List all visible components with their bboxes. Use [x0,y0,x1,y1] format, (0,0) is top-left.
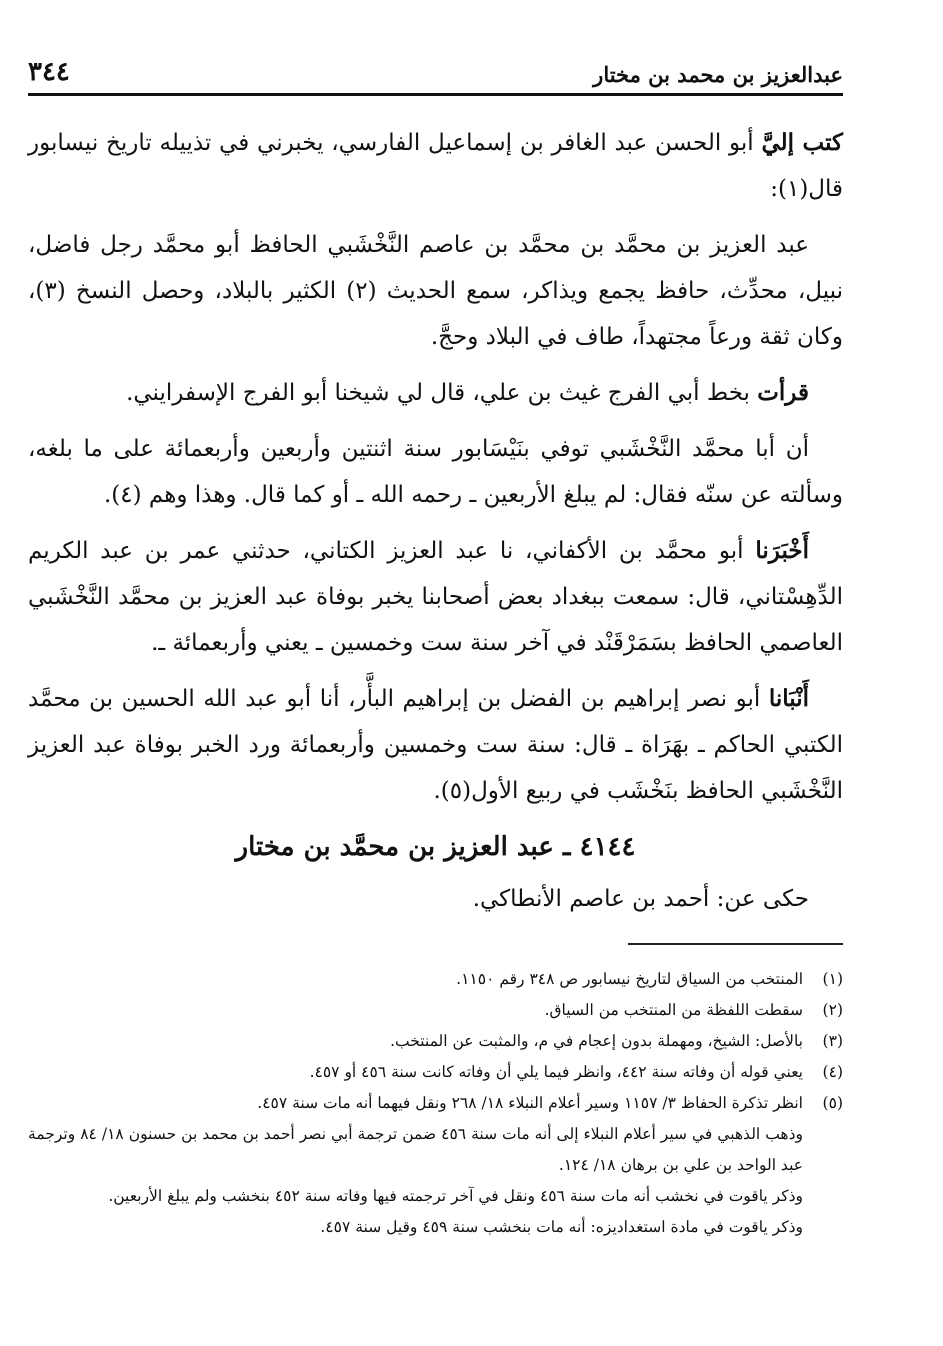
paragraph [28,676,843,814]
footnotes [28,964,843,1243]
paragraph [28,370,843,416]
footnote-text: بالأصل: الشيخ، ومهملة بدون إعجام في م، والمثبت عن المنتخب. [390,1032,803,1050]
paragraph-text: عبد العزيز بن محمَّد بن محمَّد بن عاصم النَّخْشَبي الحافظ أبو محمَّد رجل فاضل، نبيل، محدِّث، حافظ يجمع ويذاكر، سمع الحديث (٢) الكثير بالبلاد، وحصل النسخ (٣)، وكان ثقة ورعاً مجتهداً، طاف في البلاد وحجَّ. [28,232,844,350]
paragraph-lead: أَخْبَرَنا [755,537,809,564]
page-header [28,50,843,96]
paragraph [28,222,843,360]
paragraph-text: أن أبا محمَّد النَّخْشَبي توفي بنَيْسَابور سنة اثنتين وأربعين وأربعمائة على ما بلغه، وسألته عن سنّه فقال: لم يبلغ الأربعين ـ رحمه الله ـ أو كما قال. وهذا وهم (٤). [28,436,843,508]
page-number: ٣٤٤ [28,57,70,87]
footnote-number: (١) [822,970,843,988]
footnote [28,1088,843,1119]
footnote-continuation: وذكر ياقوت في مادة استغداديزه: أنه مات بنخشب سنة ٤٥٩ وقيل سنة ٤٥٧. [320,1218,803,1236]
section-text: حكى عن: أحمد بن عاصم الأنطاكي. [472,886,809,912]
footnote-number: (٥) [822,1094,843,1112]
section-heading: ٤١٤٤ ـ عبد العزيز بن محمَّد بن مختار [235,832,636,862]
paragraph-lead: أَنْبَانا [768,685,809,712]
main-text [28,120,843,932]
footnote-text: يعني قوله أن وفاته سنة ٤٤٢، وانظر فيما يلي أن وفاته كانت سنة ٤٥٦ أو ٤٥٧. [309,1063,803,1081]
footnote-divider [628,943,843,945]
paragraph [28,426,843,518]
paragraph [28,528,843,666]
paragraph-text: أبو الحسن عبد الغافر بن إسماعيل الفارسي، يخبرني في تذييله تاريخ نيسابور قال(١): [28,130,843,202]
paragraph-text: أبو محمَّد بن الأكفاني، نا عبد العزيز الكتاني، حدثني عمر بن عبد الكريم الدِّهِسْتاني، قال: سمعت ببغداد بعض أصحابنا يخبر بوفاة عبد العزيز بن محمَّد النَّخْشَبي العاصمي الحافظ بسَمَرْقَنْد في آخر سنة ست وخمسين ـ يعني وأربعمائة ـ. [28,538,843,656]
footnote [28,1026,843,1057]
footnote [28,964,843,995]
footnote-number: (٤) [822,1063,843,1081]
paragraph-lead: كتب إليَّ [761,129,843,156]
paragraph-lead: قرأت [757,379,809,406]
footnote-number: (٣) [822,1032,843,1050]
footnote [28,1057,843,1088]
footnote-number: (٢) [822,1001,843,1019]
footnote-text: انظر تذكرة الحفاظ ٣/ ١١٥٧ وسير أعلام النبلاء ١٨/ ٢٦٨ ونقل فيهما أنه مات سنة ٤٥٧. [257,1094,803,1112]
running-title: عبدالعزيز بن محمد بن مختار [593,62,843,87]
paragraph-text: بخط أبي الفرج غيث بن علي، قال لي شيخنا أبو الفرج الإسفرايني. [126,380,758,406]
footnote-text: المنتخب من السياق لتاريخ نيسابور ص ٣٤٨ رقم ١١٥٠. [456,970,803,988]
paragraph [28,120,843,212]
footnote-continuation: وذكر ياقوت في نخشب أنه مات سنة ٤٥٦ ونقل في آخر ترجمته فيها وفاته سنة ٤٥٢ بنخشب ولم يبلغ الأربعين. [108,1187,803,1205]
footnote-continuation: وذهب الذهبي في سير أعلام النبلاء إلى أنه مات سنة ٤٥٦ ضمن ترجمة أبي نصر أحمد بن محمد بن حسنون ١٨/ ٨٤ وترجمة عبد الواحد بن علي بن برهان ١٨/ ١٢٤. [28,1125,803,1174]
footnote-text: سقطت اللفظة من المنتخب من السياق. [544,1001,803,1019]
footnote [28,995,843,1026]
paragraph-text: أبو نصر إبراهيم بن الفضل بن إبراهيم البأَّر، أنا أبو عبد الله الحسين بن محمَّد الكتبي الحاكم ـ بهَرَاة ـ قال: سنة ست وخمسين وأربعمائة ورد الخبر بوفاة عبد العزيز النَّخْشَبي الحافظ بنَخْشَب في ربيع الأول(٥). [28,686,843,804]
